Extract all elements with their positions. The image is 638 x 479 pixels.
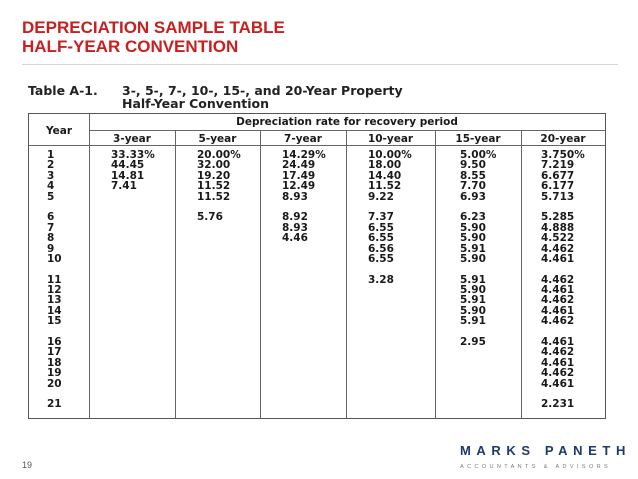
rate-cell: 6.23	[460, 211, 486, 224]
rate-cell: 5.90	[460, 284, 486, 297]
rate-cell: 4.461	[541, 336, 575, 349]
rate-column-3-year	[111, 150, 155, 192]
year-cell: 3	[47, 169, 55, 182]
rate-cell: 4.462	[541, 294, 575, 307]
rate-cell: 12.49	[282, 180, 316, 193]
year-column	[47, 150, 62, 410]
rate-cell: 7.70	[460, 180, 486, 193]
rate-cell: 11.52	[197, 180, 231, 193]
group-header: Depreciation rate for recovery period	[236, 116, 458, 128]
rate-column-20-year	[541, 150, 585, 410]
year-cell: 15	[47, 315, 62, 328]
rate-cell: 5.91	[460, 315, 486, 328]
year-cell: 11	[47, 273, 62, 286]
rate-cell: 5.713	[541, 190, 575, 203]
rate-cell: 4.461	[541, 252, 575, 265]
rate-cell: 11.52	[368, 180, 402, 193]
group-header-rule	[89, 130, 605, 131]
rate-cell: 2.231	[541, 398, 575, 411]
rate-cell: 20.00%	[197, 149, 241, 161]
year-cell: 10	[47, 252, 62, 265]
rate-cell: 4.462	[541, 367, 575, 380]
column-header-20-year: 20-year	[540, 133, 586, 145]
year-cell: 21	[47, 398, 62, 411]
year-cell: 9	[47, 242, 55, 255]
rate-cell: 4.46	[282, 232, 308, 245]
column-header-5-year: 5-year	[198, 133, 237, 145]
slide-title-line-1: DEPRECIATION SAMPLE TABLE	[22, 18, 285, 37]
year-cell: 17	[47, 346, 62, 359]
rate-cell: 32.00	[197, 159, 231, 172]
rate-column-7-year	[282, 150, 326, 244]
rate-cell: 6.55	[368, 221, 394, 234]
rate-cell: 4.462	[541, 346, 575, 359]
year-cell: 20	[47, 377, 62, 390]
rate-cell: 6.177	[541, 180, 575, 193]
year-cell: 4	[47, 180, 55, 193]
brand-tagline: ACCOUNTANTS & ADVISORS	[460, 464, 612, 470]
column-divider	[521, 130, 522, 418]
rate-cell: 5.76	[197, 211, 223, 224]
rate-cell: 4.461	[541, 356, 575, 369]
rate-cell: 4.462	[541, 315, 575, 328]
column-divider	[346, 130, 347, 418]
rate-column-15-year	[460, 150, 496, 347]
year-cell: 16	[47, 336, 62, 349]
title-divider	[22, 64, 618, 65]
rate-cell: 5.91	[460, 273, 486, 286]
rate-cell: 14.40	[368, 169, 402, 182]
rate-cell: 19.20	[197, 169, 231, 182]
column-header-3-year: 3-year	[113, 133, 151, 145]
rate-cell: 17.49	[282, 169, 316, 182]
rate-cell: 10.00%	[368, 149, 412, 161]
column-header-10-year: 10-year	[367, 133, 414, 145]
year-cell: 8	[47, 232, 55, 245]
depreciation-table	[28, 113, 606, 419]
year-cell: 18	[47, 356, 62, 369]
rate-cell: 5.91	[460, 294, 486, 307]
rate-column-5-year	[197, 150, 241, 223]
rate-cell: 4.461	[541, 304, 575, 317]
rate-cell: 3.750%	[541, 149, 585, 161]
year-cell: 7	[47, 221, 55, 234]
rate-cell: 5.90	[460, 221, 486, 234]
rate-cell: 8.92	[282, 211, 308, 224]
table-title-line-1: 3-, 5-, 7-, 10-, 15-, and 20-Year Property	[122, 83, 403, 98]
rate-cell: 2.95	[460, 336, 486, 349]
year-cell: 19	[47, 367, 62, 380]
rate-cell: 7.37	[368, 211, 394, 224]
rate-cell: 4.522	[541, 232, 575, 245]
year-cell: 12	[47, 284, 62, 297]
year-cell: 1	[47, 149, 55, 161]
column-divider	[435, 130, 436, 418]
rate-cell: 4.462	[541, 273, 575, 286]
rate-cell: 5.90	[460, 232, 486, 245]
rate-cell: 4.462	[541, 242, 575, 255]
rate-cell: 8.93	[282, 221, 308, 234]
rate-cell: 14.81	[111, 169, 145, 182]
column-divider	[260, 130, 261, 418]
header-rule	[29, 145, 605, 146]
column-header-15-year: 15-year	[455, 133, 501, 145]
rate-cell: 7.219	[541, 159, 575, 172]
rate-cell: 9.22	[368, 190, 394, 203]
rate-cell: 9.50	[460, 159, 486, 172]
rate-cell: 6.56	[368, 242, 394, 255]
rate-cell: 6.677	[541, 169, 575, 182]
slide-title-line-2: HALF-YEAR CONVENTION	[22, 37, 239, 56]
rate-cell: 4.461	[541, 284, 575, 297]
slide-title	[22, 18, 285, 56]
year-cell: 14	[47, 304, 62, 317]
rate-cell: 5.90	[460, 304, 486, 317]
rate-cell: 4.888	[541, 221, 575, 234]
rate-cell: 7.41	[111, 180, 137, 193]
column-divider	[89, 114, 90, 418]
rate-cell: 6.55	[368, 232, 394, 245]
rate-cell: 4.461	[541, 377, 575, 390]
rate-cell: 8.93	[282, 190, 308, 203]
rate-cell: 14.29%	[282, 149, 326, 161]
rate-cell: 6.55	[368, 252, 394, 265]
rate-cell: 5.285	[541, 211, 575, 224]
rate-cell: 3.28	[368, 273, 394, 286]
page-number: 19	[22, 460, 33, 470]
brand-name: MARKS PANETH	[460, 443, 631, 458]
table-title-line-2: Half-Year Convention	[122, 96, 270, 111]
rate-cell: 5.90	[460, 252, 486, 265]
rate-cell: 44.45	[111, 159, 145, 172]
rate-cell: 5.00%	[460, 149, 497, 161]
year-cell: 2	[47, 159, 55, 172]
rate-cell: 5.91	[460, 242, 486, 255]
rate-cell: 18.00	[368, 159, 402, 172]
year-header: Year	[45, 125, 73, 137]
year-cell: 5	[47, 190, 55, 203]
year-cell: 6	[47, 211, 55, 224]
column-divider	[175, 130, 176, 418]
rate-cell: 11.52	[197, 190, 231, 203]
year-cell: 13	[47, 294, 62, 307]
rate-cell: 33.33%	[111, 149, 155, 161]
column-header-7-year: 7-year	[284, 133, 322, 145]
brand-logo	[460, 443, 631, 470]
rate-cell: 8.55	[460, 169, 486, 182]
rate-column-10-year	[368, 150, 412, 285]
rate-cell: 24.49	[282, 159, 316, 172]
table-label: Table A-1.	[28, 83, 98, 98]
rate-cell: 6.93	[460, 190, 486, 203]
